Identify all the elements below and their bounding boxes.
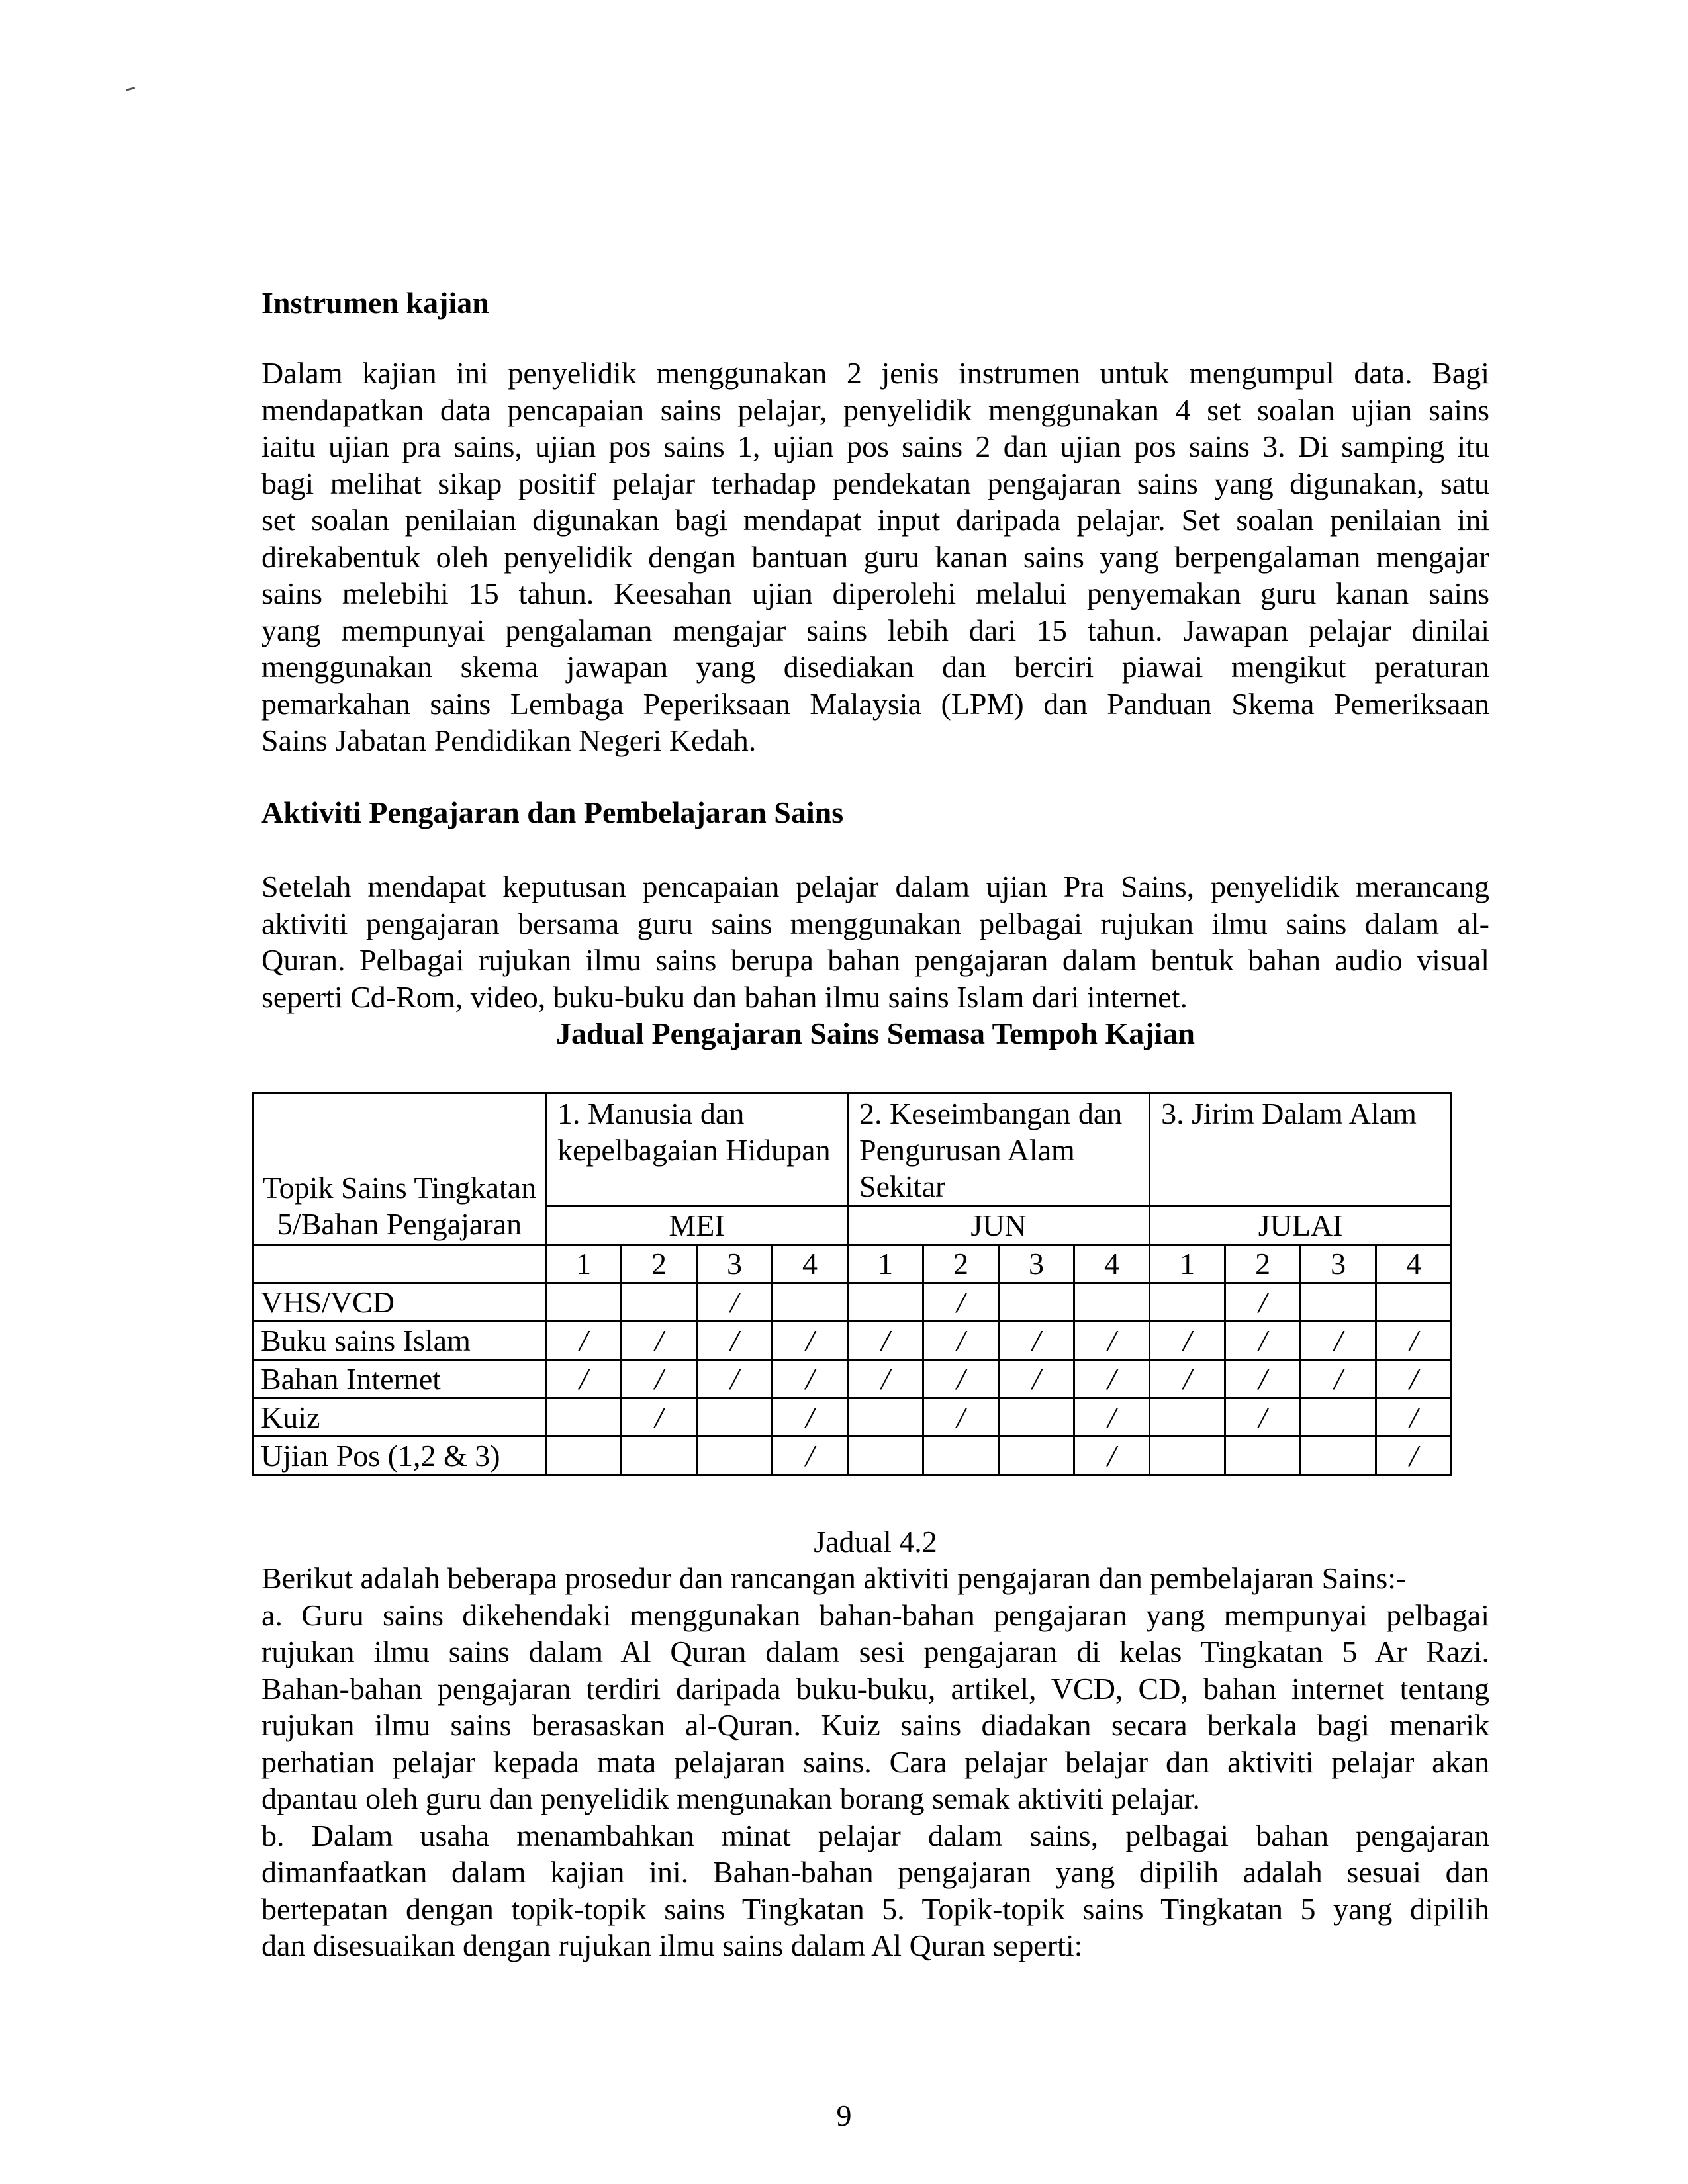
empty-cell (848, 1398, 923, 1437)
empty-cell (1150, 1398, 1225, 1437)
month-header: JULAI (1150, 1206, 1452, 1245)
table-row (254, 1398, 1452, 1437)
week-header: 2 (1225, 1245, 1301, 1283)
row-label: Kuiz (254, 1398, 546, 1437)
row-label: VHS/VCD (254, 1283, 546, 1322)
month-header: MEI (546, 1206, 848, 1245)
text-line: perhatian pelajar kepada mata pelajaran sains. Cara pelajar belajar dan aktiviti pelajar akan (261, 1745, 1489, 1779)
topic-header: 2. Keseimbangan dan Pengurusan Alam Sekitar (848, 1093, 1150, 1206)
empty-cell (622, 1283, 697, 1322)
text-line: b. Dalam usaha menambahkan minat pelajar dalam sains, pelbagai bahan pengajaran (261, 1818, 1489, 1852)
text-line: set soalan penilaian digunakan bagi mendapat input daripada pelajar. Set soalan penilaian ini (261, 503, 1489, 537)
week-header: 1 (546, 1245, 622, 1283)
check-mark: / (923, 1398, 999, 1437)
week-header: 2 (622, 1245, 697, 1283)
text-line: iaitu ujian pra sains, ujian pos sains 1, ujian pos sains 2 dan ujian pos sains 3. Di samping itu (261, 430, 1489, 463)
check-mark: / (622, 1360, 697, 1398)
text-line: dimanfaatkan dalam kajian ini. Bahan-bahan pengajaran yang dipilih adalah sesuai dan (261, 1855, 1489, 1889)
text-line: sains melebihi 15 tahun. Keesahan ujian diperolehi melalui penyemakan guru kanan sains (261, 576, 1489, 610)
text-line: direkabentuk oleh penyelidik dengan bantuan guru kanan sains yang berpengalaman mengajar (261, 539, 1489, 574)
table-row (254, 1322, 1452, 1360)
topic-header: 1. Manusia dan kepelbagaian Hidupan (546, 1093, 848, 1206)
text-line: bagi melihat sikap positif pelajar terhadap pendekatan pengajaran sains yang digunakan, satu (261, 466, 1489, 500)
empty-cell (546, 1398, 622, 1437)
section-heading-aktiviti: Aktiviti Pengajaran dan Pembelajaran Sains (261, 796, 844, 829)
empty-cell (1150, 1437, 1225, 1475)
empty-cell (1150, 1283, 1225, 1322)
text-line: a. Guru sains dikehendaki menggunakan bahan-bahan pengajaran yang mempunyai pelbagai (261, 1598, 1489, 1632)
text-line: Setelah mendapat keputusan pencapaian pelajar dalam ujian Pra Sains, penyelidik merancang (261, 870, 1489, 903)
corner-header: Topik Sains Tingkatan 5/Bahan Pengajaran (254, 1093, 546, 1245)
week-header: 3 (697, 1245, 773, 1283)
empty-cell (546, 1283, 622, 1322)
check-mark: / (697, 1283, 773, 1322)
text-line: mendapatkan data pencapaian sains pelajar, penyelidik menggunakan 4 set soalan ujian sains (261, 392, 1489, 427)
text-line: Quran. Pelbagai rujukan ilmu sains berupa bahan pengajaran dalam bentuk bahan audio visual (261, 943, 1489, 977)
empty-cell (1225, 1437, 1301, 1475)
text-line: dpantau oleh guru dan penyelidik mengunakan borang semak aktiviti pelajar. (261, 1782, 1200, 1815)
text-line: menggunakan skema jawapan yang disediakan dan berciri piawai mengikut peraturan (261, 650, 1489, 684)
empty-cell (999, 1437, 1074, 1475)
scan-artifact (126, 87, 135, 91)
check-mark: / (923, 1322, 999, 1360)
text-line: rujukan ilmu sains berasaskan al-Quran. Kuiz sains diadakan secara berkala bagi menarik (261, 1708, 1489, 1742)
check-mark: / (546, 1322, 622, 1360)
check-mark: / (923, 1360, 999, 1398)
week-header-row (254, 1245, 1452, 1283)
check-mark: / (773, 1322, 848, 1360)
table-row (254, 1283, 1452, 1322)
paragraph-instrumen (261, 355, 1489, 759)
check-mark: / (1150, 1322, 1225, 1360)
check-mark: / (1074, 1437, 1150, 1475)
month-header: JUN (848, 1206, 1150, 1245)
procedure-intro: Berikut adalah beberapa prosedur dan rancangan aktiviti pengajaran dan pembelajaran Sains:- (261, 1561, 1407, 1595)
row-label: Bahan Internet (254, 1360, 546, 1398)
page-number: 9 (836, 2099, 852, 2132)
paragraph-aktiviti (261, 868, 1489, 1015)
check-mark: / (546, 1360, 622, 1398)
section-heading-instrumen: Instrumen kajian (261, 286, 489, 320)
empty-cell (1074, 1283, 1150, 1322)
empty-cell (1301, 1398, 1376, 1437)
check-mark: / (622, 1398, 697, 1437)
empty-cell (923, 1437, 999, 1475)
check-mark: / (1150, 1360, 1225, 1398)
week-header: 4 (1376, 1245, 1452, 1283)
empty-cell (999, 1398, 1074, 1437)
check-mark: / (773, 1437, 848, 1475)
empty-cell (1301, 1283, 1376, 1322)
week-header: 4 (1074, 1245, 1150, 1283)
check-mark: / (773, 1360, 848, 1398)
paragraph-prosedur (261, 1560, 1489, 1964)
text-line: bertepatan dengan topik-topik sains Tingkatan 5. Topik-topik sains Tingkatan 5 yang dipilih (261, 1891, 1489, 1926)
check-mark: / (848, 1360, 923, 1398)
text-line: Sains Jabatan Pendidikan Negeri Kedah. (261, 723, 757, 757)
check-mark: / (773, 1398, 848, 1437)
check-mark: / (1225, 1360, 1301, 1398)
empty-cell (697, 1398, 773, 1437)
check-mark: / (999, 1360, 1074, 1398)
check-mark: / (1376, 1437, 1452, 1475)
table-row (254, 1437, 1452, 1475)
check-mark: / (1376, 1398, 1452, 1437)
check-mark: / (622, 1322, 697, 1360)
check-mark: / (923, 1283, 999, 1322)
empty-header-cell (254, 1245, 546, 1283)
week-header: 1 (848, 1245, 923, 1283)
table-title: Jadual Pengajaran Sains Semasa Tempoh Kajian (556, 1017, 1195, 1050)
week-header: 1 (1150, 1245, 1225, 1283)
check-mark: / (697, 1360, 773, 1398)
topic-header-row (254, 1093, 1452, 1206)
empty-cell (546, 1437, 622, 1475)
text-line: aktiviti pengajaran bersama guru sains menggunakan pelbagai rujukan ilmu sains dalam al- (261, 906, 1489, 940)
check-mark: / (1225, 1322, 1301, 1360)
check-mark: / (1376, 1360, 1452, 1398)
table-caption: Jadual 4.2 (814, 1525, 937, 1559)
empty-cell (773, 1283, 848, 1322)
text-line: dan disesuaikan dengan rujukan ilmu sains dalam Al Quran seperti: (261, 1929, 1083, 1962)
check-mark: / (1301, 1360, 1376, 1398)
week-header: 3 (1301, 1245, 1376, 1283)
text-line: rujukan ilmu sains dalam Al Quran dalam sesi pengajaran di kelas Tingkatan 5 Ar Razi. (261, 1635, 1489, 1668)
text-line: Bahan-bahan pengajaran terdiri daripada buku-buku, artikel, VCD, CD, bahan internet tentang (261, 1671, 1489, 1706)
text-line: yang mempunyai pengalaman mengajar sains lebih dari 15 tahun. Jawapan pelajar dinilai (261, 613, 1489, 647)
topic-header: 3. Jirim Dalam Alam (1150, 1093, 1452, 1206)
check-mark: / (1074, 1398, 1150, 1437)
text-line: Dalam kajian ini penyelidik menggunakan 2 jenis instrumen untuk mengumpul data. Bagi (261, 356, 1489, 390)
check-mark: / (1225, 1398, 1301, 1437)
week-header: 2 (923, 1245, 999, 1283)
check-mark: / (1225, 1283, 1301, 1322)
week-header: 3 (999, 1245, 1074, 1283)
empty-cell (622, 1437, 697, 1475)
check-mark: / (848, 1322, 923, 1360)
table-row (254, 1360, 1452, 1398)
row-label: Ujian Pos (1,2 & 3) (254, 1437, 546, 1475)
text-line: pemarkahan sains Lembaga Peperiksaan Malaysia (LPM) dan Panduan Skema Pemeriksaan (261, 686, 1489, 721)
check-mark: / (1074, 1322, 1150, 1360)
row-label: Buku sains Islam (254, 1322, 546, 1360)
check-mark: / (1301, 1322, 1376, 1360)
check-mark: / (1074, 1360, 1150, 1398)
teaching-schedule-table (252, 1092, 1452, 1476)
check-mark: / (697, 1322, 773, 1360)
check-mark: / (1376, 1322, 1452, 1360)
empty-cell (1301, 1437, 1376, 1475)
text-line: seperti Cd-Rom, video, buku-buku dan bahan ilmu sains Islam dari internet. (261, 979, 1188, 1014)
empty-cell (999, 1283, 1074, 1322)
check-mark: / (999, 1322, 1074, 1360)
empty-cell (848, 1437, 923, 1475)
empty-cell (1376, 1283, 1452, 1322)
week-header: 4 (773, 1245, 848, 1283)
empty-cell (697, 1437, 773, 1475)
empty-cell (848, 1283, 923, 1322)
